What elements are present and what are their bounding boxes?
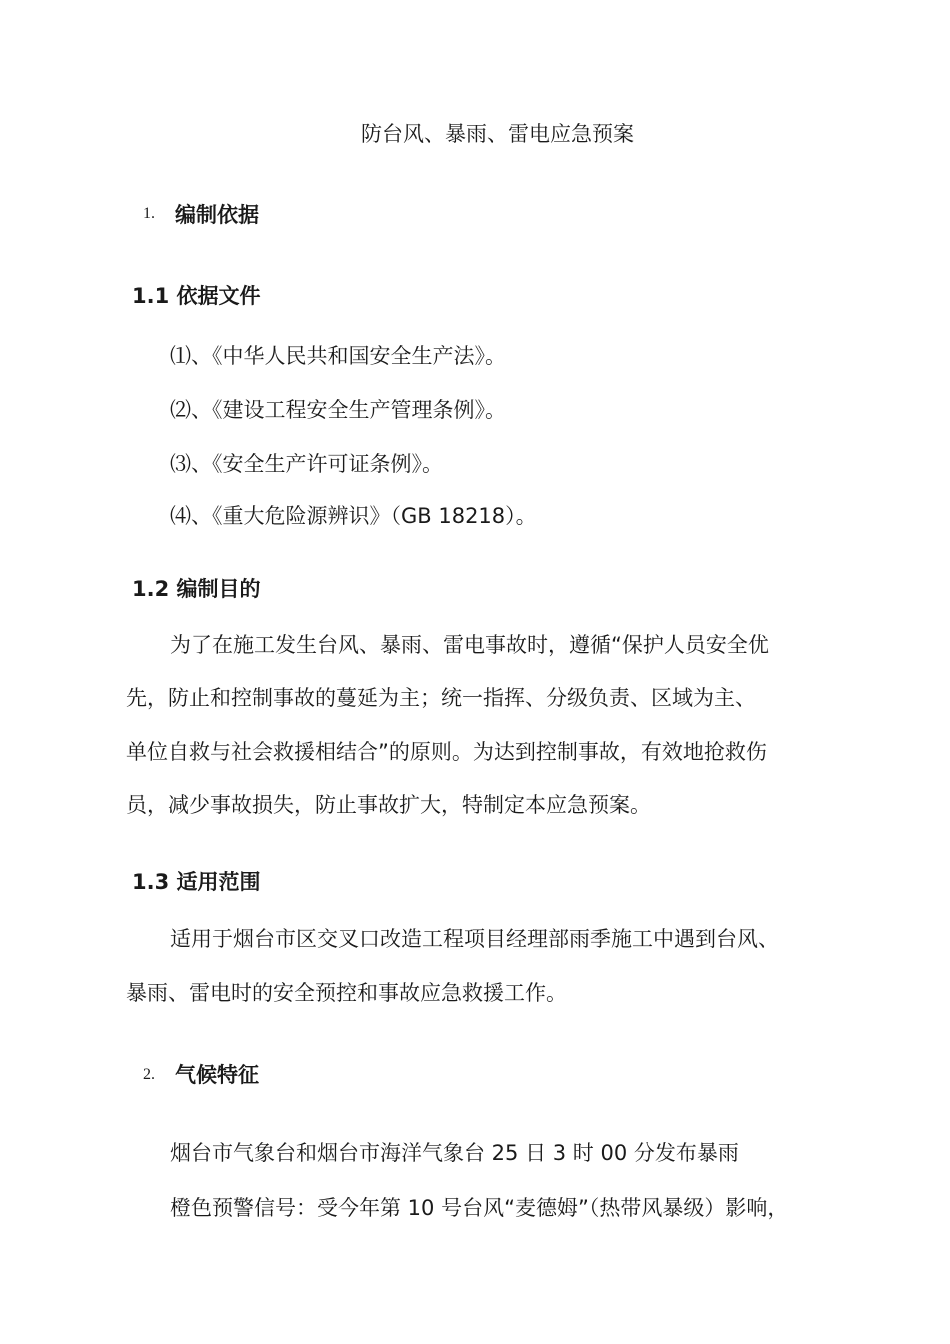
reference-item: ⑵、《建设工程安全生产管理条例》。 bbox=[170, 398, 506, 422]
purpose-paragraph-line: 单位自救与社会救援相结合”的原则。为达到控制事故，有效地抢救伤 bbox=[126, 740, 767, 764]
section-2-heading: 气候特征 bbox=[175, 1063, 259, 1087]
reference-item: ⑷、《重大危险源辨识》（GB 18218）。 bbox=[170, 504, 537, 528]
scope-paragraph-line: 暴雨、雷电时的安全预控和事故应急救援工作。 bbox=[126, 981, 567, 1005]
subsection-1-1-heading: 1.1 依据文件 bbox=[132, 284, 261, 308]
purpose-paragraph-line: 员，减少事故损失，防止事故扩大，特制定本应急预案。 bbox=[126, 793, 651, 817]
subsection-1-3-heading: 1.3 适用范围 bbox=[132, 870, 261, 894]
scope-paragraph-line: 适用于烟台市区交叉口改造工程项目经理部雨季施工中遇到台风、 bbox=[170, 927, 779, 951]
purpose-paragraph-line: 为了在施工发生台风、暴雨、雷电事故时，遵循“保护人员安全优 bbox=[170, 633, 769, 657]
reference-item: ⑶、《安全生产许可证条例》。 bbox=[170, 452, 443, 476]
section-2-number: 2. bbox=[143, 1066, 155, 1083]
section-1-heading: 编制依据 bbox=[175, 203, 259, 227]
climate-paragraph-line: 橙色预警信号：受今年第 10 号台风“麦德姆”（热带风暴级）影响， bbox=[170, 1196, 789, 1220]
climate-paragraph-line: 烟台市气象台和烟台市海洋气象台 25 日 3 时 00 分发布暴雨 bbox=[170, 1141, 739, 1165]
section-1-number: 1. bbox=[143, 205, 155, 222]
purpose-paragraph-line: 先，防止和控制事故的蔓延为主；统一指挥、分级负责、区域为主、 bbox=[126, 686, 756, 710]
reference-item: ⑴、《中华人民共和国安全生产法》。 bbox=[170, 344, 506, 368]
subsection-1-2-heading: 1.2 编制目的 bbox=[132, 577, 261, 601]
document-title: 防台风、暴雨、雷电应急预案 bbox=[361, 122, 634, 146]
